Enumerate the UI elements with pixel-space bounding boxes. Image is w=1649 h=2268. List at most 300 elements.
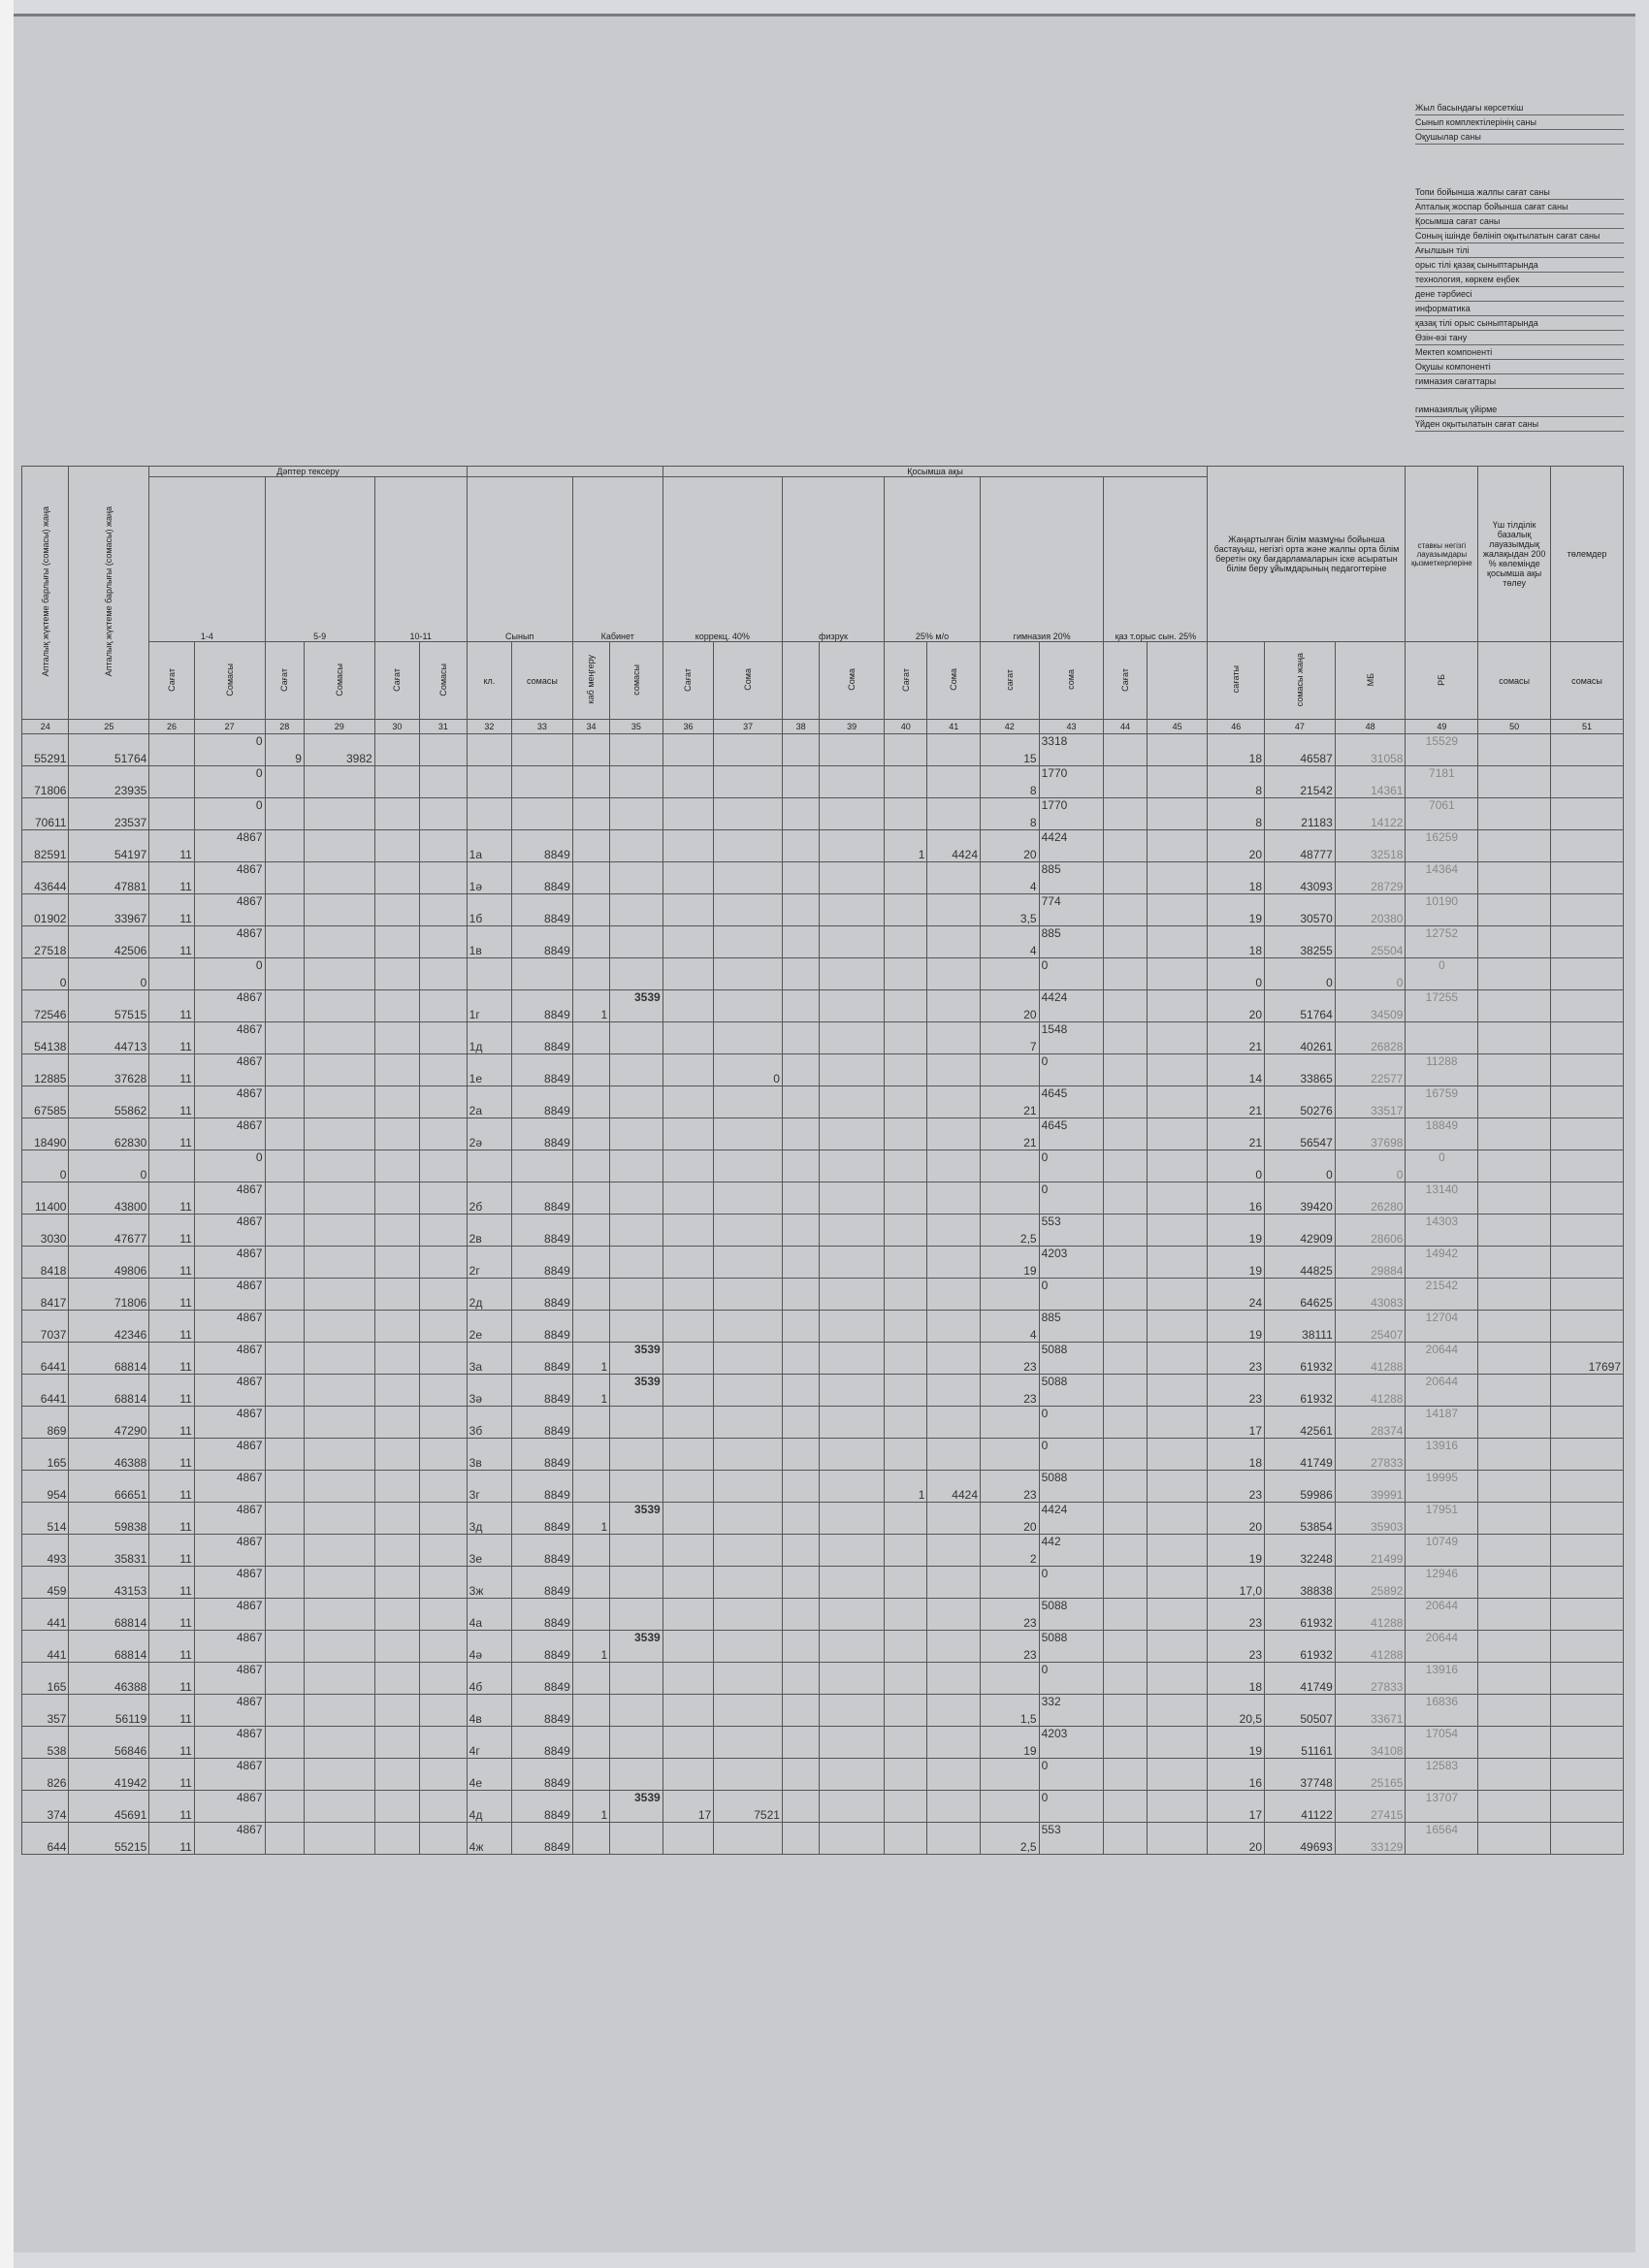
cell-col-43: 0	[1039, 958, 1104, 990]
table-row	[22, 1823, 1624, 1855]
cell-col-50	[1478, 1471, 1551, 1503]
cell-col-39	[820, 1054, 885, 1086]
cell-col-41	[927, 958, 981, 990]
cell-col-48: 0	[1335, 958, 1406, 990]
cell-col-37	[714, 894, 783, 926]
cell-col-46: 19	[1208, 1311, 1265, 1343]
cell-col-47: 61932	[1265, 1599, 1336, 1631]
cell-col-47: 51161	[1265, 1727, 1336, 1759]
cell-col-24: 493	[22, 1535, 69, 1567]
cell-col-49: 18849	[1406, 1118, 1478, 1150]
summary-label: информатика	[1415, 302, 1624, 316]
cell-col-47: 38111	[1265, 1311, 1336, 1343]
table-row	[22, 1663, 1624, 1695]
cell-col-40	[885, 1599, 927, 1631]
cell-col-30	[374, 1823, 419, 1855]
cell-col-29	[304, 1567, 374, 1599]
cell-col-42	[981, 1407, 1040, 1439]
cell-col-33: 8849	[512, 1567, 573, 1599]
cell-col-40	[885, 734, 927, 766]
cell-col-42	[981, 1663, 1040, 1695]
cell-col-45	[1147, 766, 1208, 798]
cell-col-29: 3982	[304, 734, 374, 766]
cell-col-29	[304, 926, 374, 958]
cell-col-27: 4867	[194, 1279, 265, 1311]
cell-col-43: 1548	[1039, 1022, 1104, 1054]
cell-col-40	[885, 958, 927, 990]
summary-label: гимназиялық үйірме	[1415, 403, 1624, 417]
cell-col-37	[714, 990, 783, 1022]
cell-col-26: 11	[149, 1311, 194, 1343]
cell-col-35	[610, 1022, 663, 1054]
cell-col-33: 8849	[512, 1118, 573, 1150]
cell-col-39	[820, 1279, 885, 1311]
cell-col-41	[927, 1503, 981, 1535]
payroll-table: Апталық жүктеме барлығы (сомасы) жаңа Апталық жүктеме барлығы (сомасы) жаңа Дәптер тексеру Қосымша ақы Жаңартылған білім мазмұны бойынша бастауыш, негізгі орта және жалпы орта білім беретін оқу бағдарламаларын іске асыратын білім беру ұйымдарының педагогтеріне ставкы негізгі лауазымдары қызметкерлеріне Үш тілділік базалық лауазымдық жалақыдан 200 % көлемінде қосымша ақы төлеу төлемдер 1-4 5-9 10-11 Сынып Кабинет коррекц. 40% физрук 25% м/о гимназия 20% қаз т.орыс сын. 25% Сағат Сомасы Сағат Сомасы Сағат Сомасы кл. сомасы каб меңгеру сомасы Сағат Сома Сома Сағат Сома сағат сома Сағат сағаты сомасы жаңа МБ РБ сомасы сомасы 24 25 26 27 28 29 30 31 32 33 34 35 36 37 38 39 40 41 42 43 44 45 46 47 48 49 50 51 55291 51764 0 9 3982 15 3318 18 46587 31058 15529 71806 23935 0 8 1770 8 21542 14361 7181 70611 23537 0 8 1770 8 21183 14122 7061 82591 54197 11 4867 1а 8849 1 4424 20 4424 20 48777 32518 16259 43644 47881 11 4867 1ә 8849 4 885 18 43093 28729 14364 01902 33967 11 4867 1б 8849 3,5 774 19 30570 20380 10190 27518 42506 11 4867 1в 8849 4 885 18 38255 25504 12752 0 0 0 0 0 0 0 0 72546 57515 11 4867 1г 8849 1 3539 20 4424 20 51764 34509 17255 54138 44713 11 4867 1д 8849 7 1548 21 40261 26828 12885 37628 11 4867 1е 8849 0 0 14 33865 22577 11288 67585 55862 11 4867 2а 8849 21 4645 21 50276 33517 16759 18490 62830 11 4867 2ә 8849 21 4645 21 56547 37698 18849 0 0 0 0 0 0 0 0 11400 43800 11 4867 2б 8849 0 16 39420 26280 13140 3030 47677 11 4867 2в 8849 2,5 553 19 42909 28606 14303 8418 49806 11 4867 2г 8849 19 4203 19 44825 29884 14942 8417 71806 11 4867 2д 8849 0 24 64625 43083 21542 7037 42346 11 4867 2е 8849 4 885 19 38111 25407 12704 6441 68814 11 4867 3а 8849 1 3539 23 5088 23 61932 41288 20644 17697 6441 68814 11 4867 3ә 8849 1 3539 23 5088 23 61932 41288 20644 869 47290 11 4867 3б 8849 0 17 42561 28374 14187 165 46388 11 4867 3в 8849 0 18 41749 27833 13916 954 66651 11 4867 3г 8849 1 4424 23 5088 23 59986 39991 19995 514 59838 11 4867 3д 8849 1 3539 20 4424 20 53854 35903 17951 493 35831 11 4867 3е 8849 2 442 19 32248 21499 10749 459 43153 11 4867 3ж 8849 0 17,0 38838 25892 12946 441 68814 11 4867 4а 8849 23 5088 23 61932 41288 20644 441 68814 11 4867 4ә 8849 1 3539 23 5088 23 61932 41288 20644 165 46388 11 4867 4б 8849 0 18 41749 27833 13916 357 56119 11 4867 4в 8849 1,5 332 20,5 50507 33671 16836 538 56846 11 4867 4г 8849 19 4203 19 51161 34108 17054 826 41942 11 4867 4е 8849 0 16 37748 25165 12583 374 45691 11 4867 4д 8849 1 3539 17 7521 0 17 41122 27415 13707 644 55215 11 4867 4ж 8849 2,5 553 20 49693 33129 16564	[21, 466, 1624, 1855]
cell-col-48: 28374	[1335, 1407, 1406, 1439]
cell-col-31	[420, 1695, 468, 1727]
cell-col-30	[374, 798, 419, 830]
cell-col-42: 4	[981, 862, 1040, 894]
table-row	[22, 1054, 1624, 1086]
table-row	[22, 1439, 1624, 1471]
column-index-cell: 41	[927, 720, 981, 734]
cell-col-49: 12583	[1406, 1759, 1478, 1791]
cell-col-35: 3539	[610, 1791, 663, 1823]
cell-col-25: 47881	[69, 862, 149, 894]
cell-col-24: 70611	[22, 798, 69, 830]
cell-col-33: 8849	[512, 1311, 573, 1343]
cell-col-37	[714, 1150, 783, 1183]
cell-col-51	[1551, 1086, 1624, 1118]
cell-col-31	[420, 1311, 468, 1343]
cell-col-31	[420, 798, 468, 830]
cell-col-50	[1478, 1118, 1551, 1150]
mo-header: 25% м/о	[885, 477, 981, 642]
cell-col-41	[927, 1663, 981, 1695]
table-row	[22, 926, 1624, 958]
cell-col-39	[820, 1247, 885, 1279]
cell-col-43: 0	[1039, 1183, 1104, 1215]
cell-col-45	[1147, 1567, 1208, 1599]
cell-col-42: 8	[981, 798, 1040, 830]
cell-col-44	[1104, 1599, 1147, 1631]
cell-col-51	[1551, 766, 1624, 798]
cell-col-24: 54138	[22, 1022, 69, 1054]
cell-col-31	[420, 1759, 468, 1791]
cell-col-43: 774	[1039, 894, 1104, 926]
cell-col-50	[1478, 766, 1551, 798]
cell-col-42	[981, 958, 1040, 990]
cell-col-26: 11	[149, 1086, 194, 1118]
cell-col-50	[1478, 1054, 1551, 1086]
cell-col-35	[610, 1599, 663, 1631]
cell-col-47: 64625	[1265, 1279, 1336, 1311]
payroll-table-wrap	[21, 466, 1624, 1855]
cell-col-43: 4424	[1039, 830, 1104, 862]
cell-col-31	[420, 1471, 468, 1503]
cell-col-43: 332	[1039, 1695, 1104, 1727]
cell-col-44	[1104, 1183, 1147, 1215]
cell-col-37: 0	[714, 1054, 783, 1086]
cell-col-39	[820, 734, 885, 766]
table-row	[22, 1311, 1624, 1343]
cell-col-41	[927, 1375, 981, 1407]
cell-col-51	[1551, 1247, 1624, 1279]
cell-col-40	[885, 1150, 927, 1183]
cell-col-46: 18	[1208, 734, 1265, 766]
tolemder-header: төлемдер	[1551, 467, 1624, 642]
cell-col-30	[374, 1247, 419, 1279]
cell-col-30	[374, 1086, 419, 1118]
cell-col-48: 41288	[1335, 1599, 1406, 1631]
cell-col-29	[304, 798, 374, 830]
cell-col-49: 0	[1406, 1150, 1478, 1183]
cell-col-30	[374, 1695, 419, 1727]
cell-col-43: 885	[1039, 1311, 1104, 1343]
cell-col-24: 12885	[22, 1054, 69, 1086]
cell-col-51	[1551, 1054, 1624, 1086]
cell-col-31	[420, 1118, 468, 1150]
cell-col-39	[820, 1631, 885, 1663]
cell-col-36	[663, 894, 714, 926]
cell-col-36	[663, 1118, 714, 1150]
column-index-cell: 26	[149, 720, 194, 734]
cell-col-50	[1478, 1150, 1551, 1183]
cell-col-41	[927, 1759, 981, 1791]
cell-col-26: 11	[149, 1823, 194, 1855]
cell-col-50	[1478, 1695, 1551, 1727]
cell-col-45	[1147, 1535, 1208, 1567]
cell-col-25: 41942	[69, 1759, 149, 1791]
cell-col-25: 56846	[69, 1727, 149, 1759]
cell-col-36	[663, 1022, 714, 1054]
cell-col-46: 0	[1208, 958, 1265, 990]
cell-col-45	[1147, 1439, 1208, 1471]
cell-col-51	[1551, 1439, 1624, 1471]
cell-col-26: 11	[149, 1759, 194, 1791]
cell-col-44	[1104, 1022, 1147, 1054]
cell-col-26: 11	[149, 830, 194, 862]
cell-col-51	[1551, 1823, 1624, 1855]
summary-label	[1415, 158, 1624, 172]
cell-col-41	[927, 1535, 981, 1567]
cell-col-49: 0	[1406, 958, 1478, 990]
column-index-cell: 25	[69, 720, 149, 734]
cell-col-29	[304, 830, 374, 862]
summary-label: орыс тілі қазақ сыныптарында	[1415, 258, 1624, 273]
cell-col-51	[1551, 862, 1624, 894]
cell-col-31	[420, 990, 468, 1022]
cell-col-48: 25504	[1335, 926, 1406, 958]
cell-col-47: 61932	[1265, 1375, 1336, 1407]
cell-col-36	[663, 766, 714, 798]
cell-col-29	[304, 1663, 374, 1695]
cell-col-42: 2,5	[981, 1215, 1040, 1247]
table-row	[22, 1407, 1624, 1439]
cell-col-31	[420, 1247, 468, 1279]
cell-col-28	[265, 1247, 304, 1279]
cell-col-38	[782, 990, 819, 1022]
cell-col-34	[572, 1022, 609, 1054]
cell-col-24: 0	[22, 958, 69, 990]
cell-col-29	[304, 1183, 374, 1215]
cell-col-35	[610, 734, 663, 766]
cell-col-39	[820, 958, 885, 990]
cell-col-46: 0	[1208, 1150, 1265, 1183]
cell-col-50	[1478, 1407, 1551, 1439]
cell-col-28	[265, 1311, 304, 1343]
cell-col-40: 1	[885, 830, 927, 862]
cell-col-29	[304, 1118, 374, 1150]
cell-col-42: 8	[981, 766, 1040, 798]
g14-header: 1-4	[149, 477, 265, 642]
cell-col-48: 32518	[1335, 830, 1406, 862]
cell-col-26: 11	[149, 894, 194, 926]
cell-col-42: 23	[981, 1631, 1040, 1663]
cell-col-26	[149, 766, 194, 798]
cell-col-26: 11	[149, 1215, 194, 1247]
table-row	[22, 1503, 1624, 1535]
cell-col-43: 0	[1039, 1150, 1104, 1183]
table-row	[22, 1791, 1624, 1823]
cell-col-51	[1551, 1567, 1624, 1599]
cell-col-34	[572, 1118, 609, 1150]
cell-col-40	[885, 1247, 927, 1279]
cell-col-49: 19995	[1406, 1471, 1478, 1503]
cell-col-49	[1406, 1022, 1478, 1054]
cell-col-45	[1147, 1695, 1208, 1727]
cell-col-38	[782, 734, 819, 766]
cell-col-27: 4867	[194, 1183, 265, 1215]
cell-col-46: 23	[1208, 1599, 1265, 1631]
summary-label: Оқушылар саны	[1415, 130, 1624, 145]
cell-col-36	[663, 1150, 714, 1183]
cell-col-44	[1104, 862, 1147, 894]
cell-col-29	[304, 1503, 374, 1535]
cell-col-42: 1,5	[981, 1695, 1040, 1727]
cell-col-42: 21	[981, 1118, 1040, 1150]
cell-col-29	[304, 1375, 374, 1407]
cell-col-34	[572, 1407, 609, 1439]
cell-col-50	[1478, 862, 1551, 894]
cell-col-43: 5088	[1039, 1343, 1104, 1375]
cell-col-25: 35831	[69, 1535, 149, 1567]
cell-col-45	[1147, 1118, 1208, 1150]
cell-col-46: 8	[1208, 766, 1265, 798]
table-row	[22, 1022, 1624, 1054]
cell-col-28	[265, 1631, 304, 1663]
cell-col-48: 34509	[1335, 990, 1406, 1022]
cell-col-40	[885, 1215, 927, 1247]
cell-col-25: 46388	[69, 1439, 149, 1471]
cell-col-31	[420, 766, 468, 798]
cell-col-39	[820, 830, 885, 862]
cell-col-40	[885, 1727, 927, 1759]
cell-col-33: 8849	[512, 1343, 573, 1375]
cell-col-41	[927, 1118, 981, 1150]
cell-col-32: 3г	[467, 1471, 511, 1503]
cell-col-32	[467, 734, 511, 766]
cell-col-27: 4867	[194, 1022, 265, 1054]
cell-col-49: 14364	[1406, 862, 1478, 894]
cell-col-47: 40261	[1265, 1022, 1336, 1054]
cell-col-27: 4867	[194, 1311, 265, 1343]
cell-col-42	[981, 1150, 1040, 1183]
cell-col-36	[663, 1375, 714, 1407]
cell-col-45	[1147, 894, 1208, 926]
cell-col-28	[265, 1439, 304, 1471]
cell-col-30	[374, 1439, 419, 1471]
cell-col-46: 19	[1208, 1215, 1265, 1247]
summary-label: дене тәрбиесі	[1415, 287, 1624, 302]
cell-col-24: 18490	[22, 1118, 69, 1150]
cell-col-39	[820, 1759, 885, 1791]
cell-col-30	[374, 1279, 419, 1311]
cell-col-35	[610, 766, 663, 798]
cell-col-24: 7037	[22, 1311, 69, 1343]
cell-col-28	[265, 1503, 304, 1535]
cell-col-27: 4867	[194, 1535, 265, 1567]
cell-col-46: 21	[1208, 1022, 1265, 1054]
cell-col-28	[265, 798, 304, 830]
cell-col-46: 21	[1208, 1118, 1265, 1150]
cell-col-44	[1104, 1791, 1147, 1823]
table-row	[22, 1759, 1624, 1791]
cell-col-36	[663, 1054, 714, 1086]
cell-col-29	[304, 1727, 374, 1759]
cell-col-51	[1551, 1375, 1624, 1407]
cell-col-37	[714, 1279, 783, 1311]
cell-col-44	[1104, 1759, 1147, 1791]
cell-col-26: 11	[149, 926, 194, 958]
cell-col-26: 11	[149, 1375, 194, 1407]
col24-header: Апталық жүктеме барлығы (сомасы) жаңа	[22, 467, 69, 720]
cell-col-37	[714, 1439, 783, 1471]
cell-col-28	[265, 1535, 304, 1567]
cell-col-40	[885, 1183, 927, 1215]
column-index-cell: 28	[265, 720, 304, 734]
cell-col-40	[885, 990, 927, 1022]
table-row	[22, 766, 1624, 798]
cell-col-44	[1104, 1279, 1147, 1311]
cell-col-50	[1478, 1503, 1551, 1535]
cell-col-33: 8849	[512, 862, 573, 894]
cell-col-31	[420, 926, 468, 958]
cell-col-37	[714, 1022, 783, 1054]
cell-col-47: 53854	[1265, 1503, 1336, 1535]
cell-col-29	[304, 1215, 374, 1247]
cell-col-25: 57515	[69, 990, 149, 1022]
cell-col-31	[420, 1727, 468, 1759]
cell-col-31	[420, 894, 468, 926]
col25-header: Апталық жүктеме барлығы (сомасы) жаңа	[69, 467, 149, 720]
cell-col-42: 20	[981, 830, 1040, 862]
cell-col-45	[1147, 1407, 1208, 1439]
cell-col-51	[1551, 1727, 1624, 1759]
cell-col-46: 16	[1208, 1183, 1265, 1215]
cell-col-50	[1478, 1183, 1551, 1215]
column-index-cell: 31	[420, 720, 468, 734]
cell-col-42	[981, 1183, 1040, 1215]
cell-col-44	[1104, 1311, 1147, 1343]
cell-col-36	[663, 1503, 714, 1535]
cell-col-49: 12704	[1406, 1311, 1478, 1343]
cell-col-32: 4д	[467, 1791, 511, 1823]
cell-col-32: 4е	[467, 1759, 511, 1791]
cell-col-44	[1104, 1343, 1147, 1375]
table-row	[22, 958, 1624, 990]
cell-col-24: 71806	[22, 766, 69, 798]
zhanartylgan-header: Жаңартылған білім мазмұны бойынша бастауыш, негізгі орта және жалпы орта білім беретін оқу бағдарламаларын іске асыратын білім беру ұйымдарының педагогтеріне	[1208, 467, 1406, 642]
cell-col-36	[663, 1535, 714, 1567]
cell-col-24: 538	[22, 1727, 69, 1759]
cell-col-25: 23537	[69, 798, 149, 830]
table-row	[22, 1279, 1624, 1311]
cell-col-39	[820, 990, 885, 1022]
cell-col-38	[782, 1279, 819, 1311]
cell-col-35	[610, 1663, 663, 1695]
summary-labels-panel	[1415, 101, 1624, 432]
cell-col-44	[1104, 1471, 1147, 1503]
cell-col-38	[782, 1086, 819, 1118]
cell-col-30	[374, 990, 419, 1022]
cell-col-35	[610, 1247, 663, 1279]
cell-col-41	[927, 1150, 981, 1183]
table-row	[22, 990, 1624, 1022]
cell-col-35	[610, 958, 663, 990]
cell-col-48: 25407	[1335, 1311, 1406, 1343]
cell-col-50	[1478, 1311, 1551, 1343]
cell-col-42: 23	[981, 1599, 1040, 1631]
cell-col-28	[265, 1695, 304, 1727]
cell-col-43: 0	[1039, 1054, 1104, 1086]
cell-col-32: 4а	[467, 1599, 511, 1631]
cell-col-37	[714, 1118, 783, 1150]
cell-col-29	[304, 1695, 374, 1727]
cell-col-43: 1770	[1039, 766, 1104, 798]
kabinet-header: Кабинет	[572, 477, 663, 642]
cell-col-24: 514	[22, 1503, 69, 1535]
cell-col-27: 4867	[194, 1567, 265, 1599]
cell-col-32: 2в	[467, 1215, 511, 1247]
cell-col-33: 8849	[512, 830, 573, 862]
cell-col-28	[265, 1054, 304, 1086]
cell-col-31	[420, 1503, 468, 1535]
cell-col-43: 4203	[1039, 1727, 1104, 1759]
cell-col-47: 51764	[1265, 990, 1336, 1022]
table-row	[22, 1727, 1624, 1759]
cell-col-41	[927, 990, 981, 1022]
cell-col-33: 8849	[512, 1375, 573, 1407]
synyp-header: Сынып	[467, 477, 572, 642]
cell-col-40	[885, 1439, 927, 1471]
cell-col-24: 67585	[22, 1086, 69, 1118]
cell-col-50	[1478, 1086, 1551, 1118]
cell-col-45	[1147, 1022, 1208, 1054]
cell-col-28	[265, 862, 304, 894]
cell-col-36	[663, 1471, 714, 1503]
cell-col-38	[782, 1439, 819, 1471]
cell-col-49: 16564	[1406, 1823, 1478, 1855]
cell-col-41	[927, 1247, 981, 1279]
cell-col-28	[265, 1343, 304, 1375]
cell-col-31	[420, 1663, 468, 1695]
cell-col-51	[1551, 958, 1624, 990]
cell-col-25: 68814	[69, 1631, 149, 1663]
cell-col-48: 27833	[1335, 1663, 1406, 1695]
cell-col-29	[304, 1535, 374, 1567]
